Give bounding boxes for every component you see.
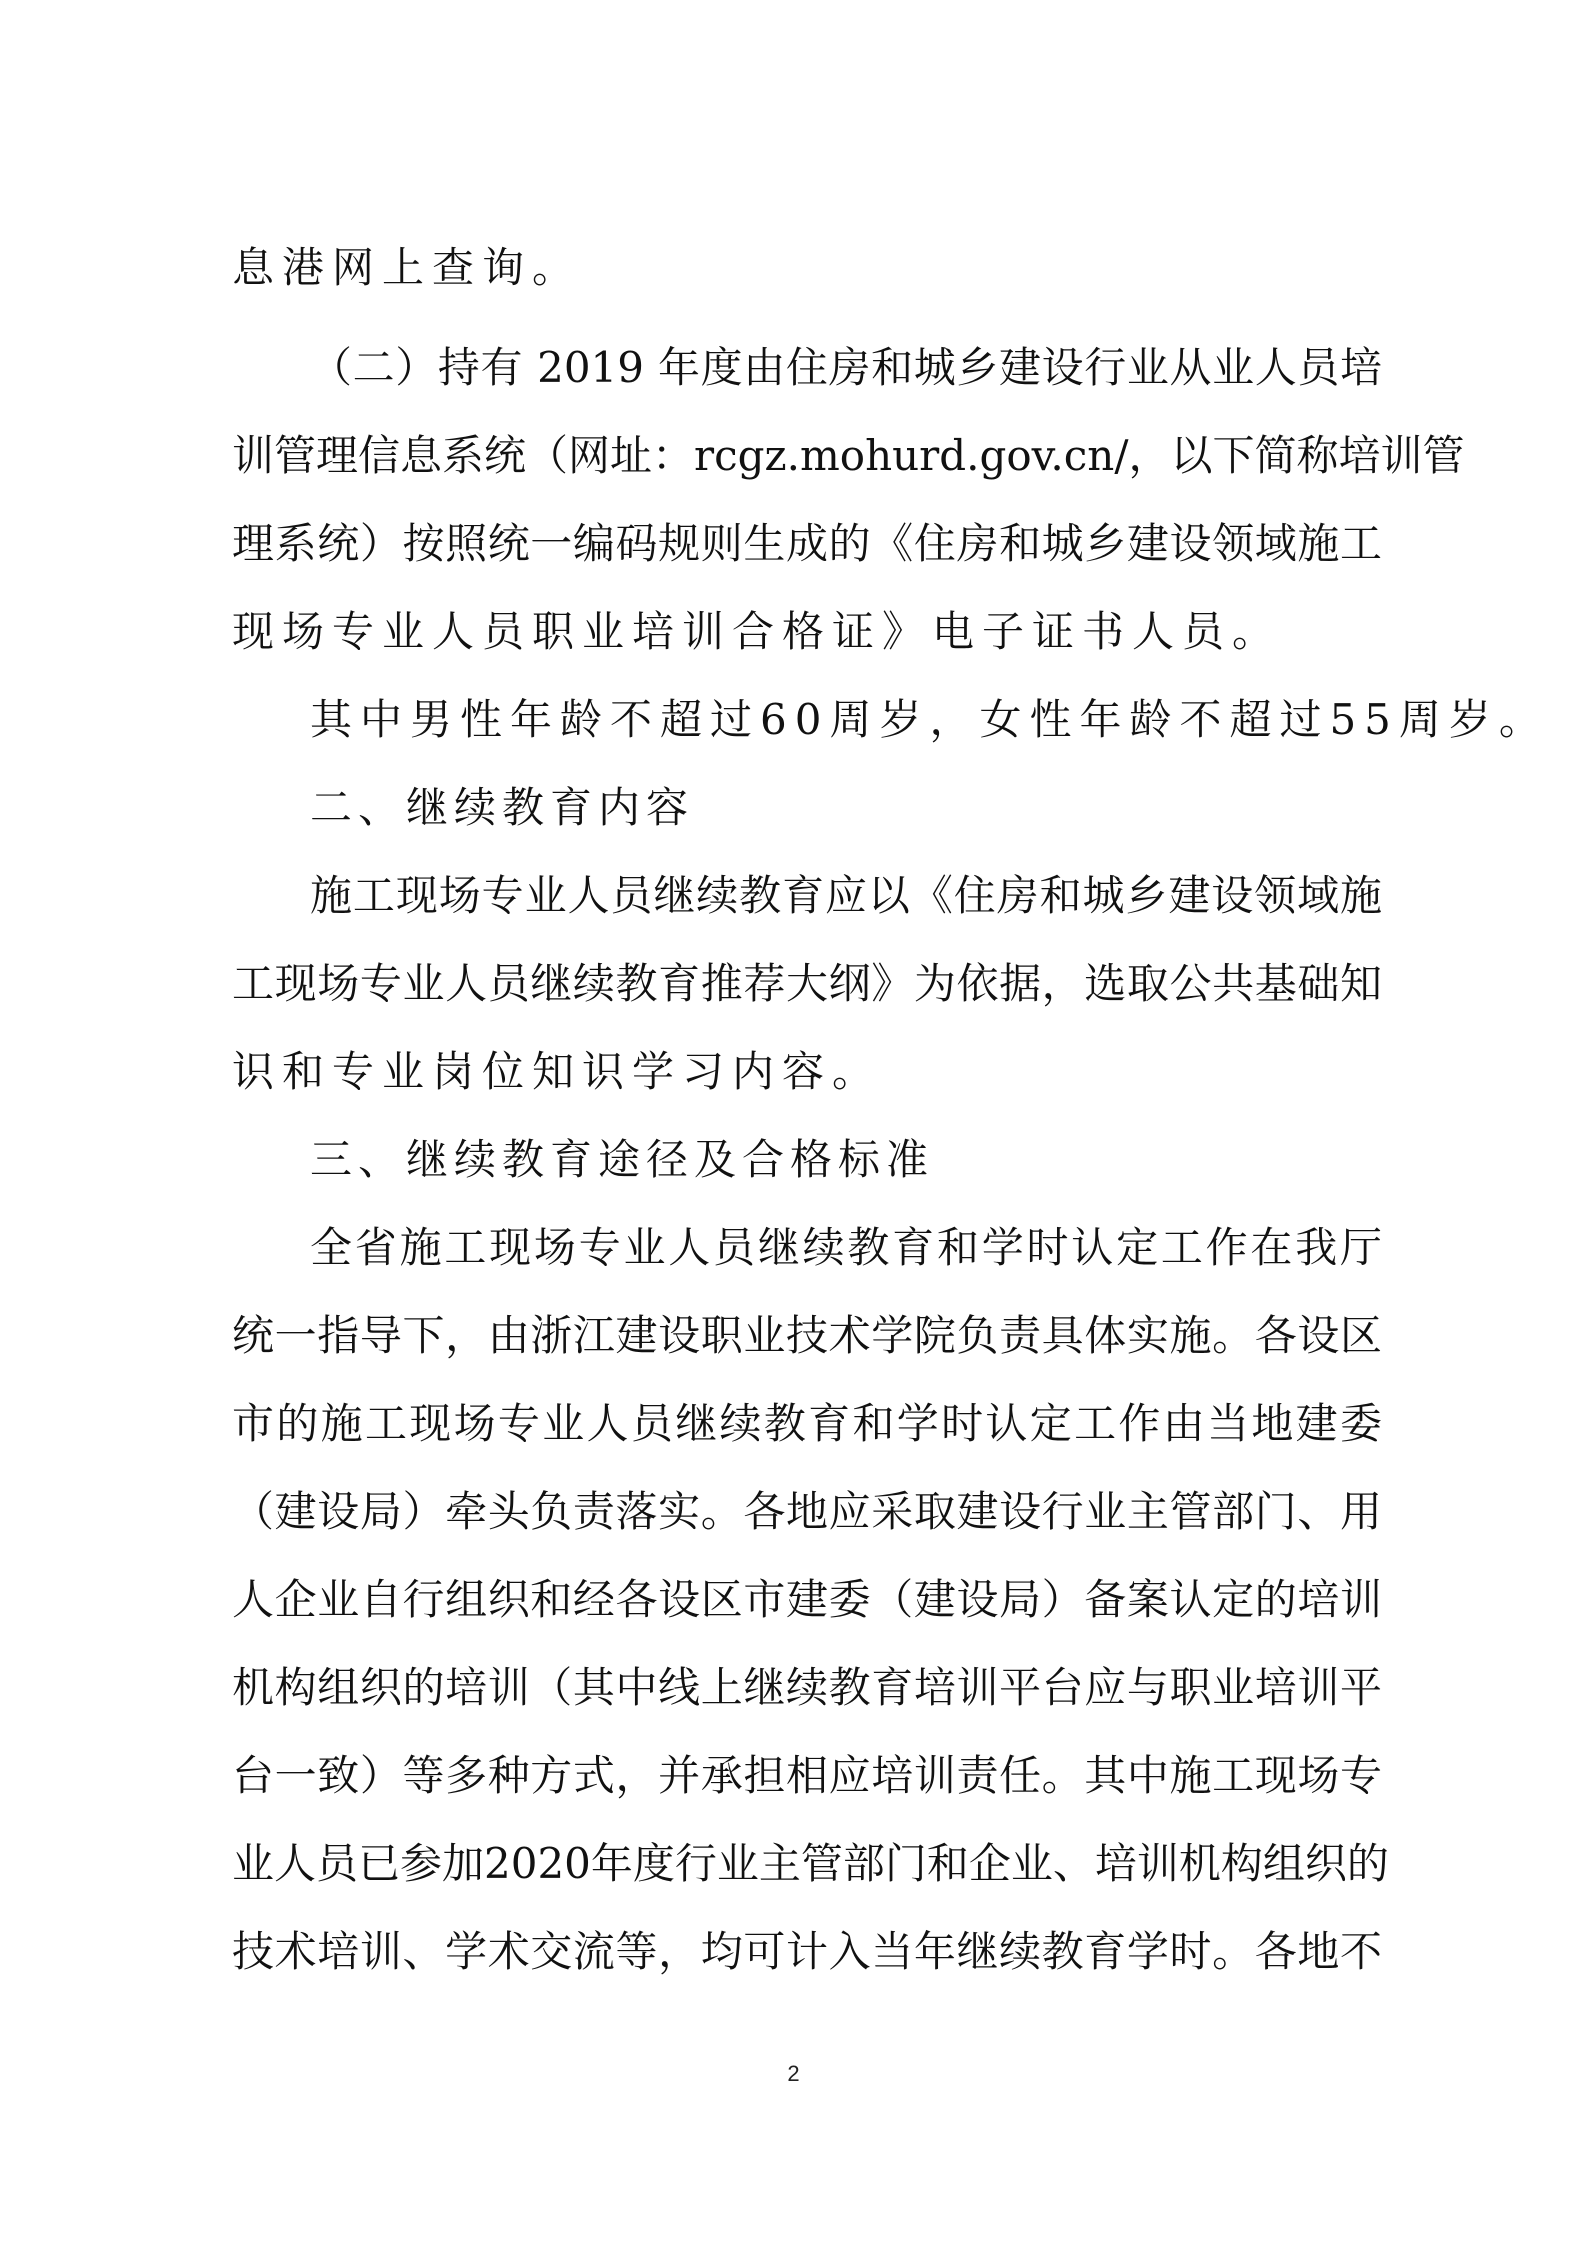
body-text-line: 台一致）等多种方式，并承担相应培训责任。其中施工现场专 bbox=[232, 1751, 1382, 1800]
body-text-line: 现场专业人员职业培训合格证》电子证书人员。 bbox=[232, 607, 1283, 656]
body-text-line: 统一指导下，由浙江建设职业技术学院负责具体实施。各设区 bbox=[232, 1311, 1382, 1360]
page-number: 2 bbox=[787, 2061, 800, 2086]
section-heading: 三、继续教育途径及合格标准 bbox=[310, 1135, 935, 1184]
body-text-line: 息港网上查询。 bbox=[232, 243, 583, 292]
body-text-line: 其中男性年龄不超过60周岁，女性年龄不超过55周岁。 bbox=[310, 695, 1549, 744]
body-text-line: 技术培训、学术交流等，均可计入当年继续教育学时。各地不 bbox=[232, 1927, 1382, 1976]
body-text-line: 工现场专业人员继续教育推荐大纲》为依据，选取公共基础知 bbox=[232, 959, 1382, 1008]
body-text-line: 全省施工现场专业人员继续教育和学时认定工作在我厅 bbox=[310, 1223, 1382, 1272]
body-text-line: 机构组织的培训（其中线上继续教育培训平台应与职业培训平 bbox=[232, 1663, 1382, 1712]
body-text-line: （二）持有 2019 年度由住房和城乡建设行业从业人员培 bbox=[310, 343, 1382, 392]
body-text-line: 识和专业岗位知识学习内容。 bbox=[232, 1047, 883, 1096]
body-text-line: 人企业自行组织和经各设区市建委（建设局）备案认定的培训 bbox=[232, 1575, 1382, 1624]
body-text-line: 市的施工现场专业人员继续教育和学时认定工作由当地建委 bbox=[232, 1399, 1382, 1448]
section-heading: 二、继续教育内容 bbox=[310, 783, 695, 832]
body-text-line: 施工现场专业人员继续教育应以《住房和城乡建设领域施 bbox=[310, 871, 1382, 920]
body-text-line: 业人员已参加2020年度行业主管部门和企业、培训机构组织的 bbox=[232, 1839, 1389, 1888]
body-text-line: 训管理信息系统（网址：rcgz.mohurd.gov.cn/，以下简称培训管 bbox=[232, 431, 1465, 480]
body-text-line: 理系统）按照统一编码规则生成的《住房和城乡建设领域施工 bbox=[232, 519, 1382, 568]
body-text-line: （建设局）牵头负责落实。各地应采取建设行业主管部门、用 bbox=[232, 1487, 1382, 1536]
